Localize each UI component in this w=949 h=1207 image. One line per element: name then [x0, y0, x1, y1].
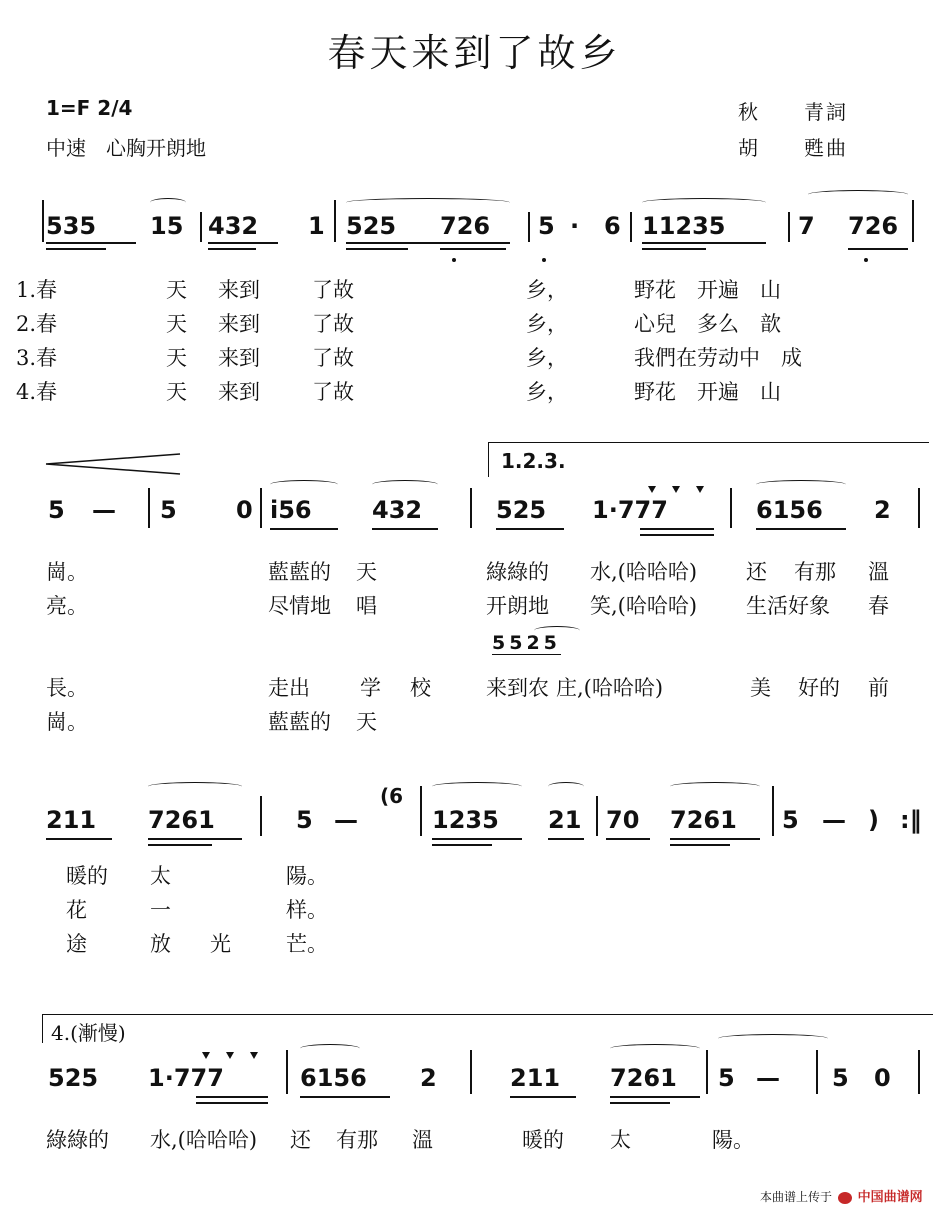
slur — [610, 1044, 700, 1053]
grace-note: (6 — [380, 784, 404, 808]
accent-mark — [250, 1052, 258, 1059]
slur — [718, 1034, 828, 1043]
underline — [756, 528, 846, 530]
note-group: 432 — [372, 496, 423, 524]
note-group: 5 — [782, 806, 799, 834]
alternate-notes: 5525 — [492, 632, 561, 654]
underline — [432, 844, 492, 846]
volta-label: 4.(漸慢) — [51, 1021, 126, 1045]
lyrics-block: 暖的 太 陽。 花 一 样。 途 放 光 芒。 — [66, 864, 328, 956]
underline — [642, 242, 766, 244]
barline — [260, 796, 262, 836]
note-group: 211 — [46, 806, 97, 834]
slur — [270, 480, 338, 489]
note-group: 6 — [604, 212, 621, 240]
underline — [46, 838, 112, 840]
note-group: 6156 — [756, 496, 823, 524]
note-group: — — [756, 1064, 780, 1092]
underline — [300, 1096, 390, 1098]
note-group: 525 — [496, 496, 547, 524]
underline — [640, 528, 714, 530]
lyrics-block: 1.春 天 来到 了故 乡， 野花 开遍 山 2.春 天 来到 了故 乡， 心兒 多么 歆 3.春 天 来到 了故 乡， 我們在劳动中 成 4.春 天 来到 了故 乡， 野花 开遍 山 — [16, 278, 802, 404]
underline — [148, 844, 212, 846]
slur — [346, 198, 510, 207]
footer-watermark — [760, 1186, 923, 1205]
note-group: 1 — [308, 212, 325, 240]
barline — [470, 488, 472, 528]
underline — [642, 248, 706, 250]
barline — [528, 212, 530, 242]
underline — [510, 1096, 576, 1098]
note-group: 1·777 — [592, 496, 668, 524]
note-group: 5 — [48, 496, 65, 524]
note-group: 5 — [296, 806, 313, 834]
accent-mark — [202, 1052, 210, 1059]
underline — [670, 844, 730, 846]
barline — [260, 488, 262, 528]
barline — [630, 212, 632, 242]
note-group: 5 — [538, 212, 555, 240]
page-title: 春天来到了故乡 — [327, 31, 622, 75]
volta-bracket — [488, 442, 929, 477]
slur — [432, 782, 522, 791]
note-group: · — [570, 212, 580, 240]
underline — [610, 1102, 670, 1104]
underline — [196, 1096, 268, 1098]
note-group: 2 — [420, 1064, 437, 1092]
note-group: 5 — [160, 496, 177, 524]
key-signature: 1=F 2/4 — [46, 96, 133, 120]
note-group: 5 — [718, 1064, 735, 1092]
note-group: 726 — [848, 212, 899, 240]
note-group: 1235 — [432, 806, 499, 834]
accent-mark — [226, 1052, 234, 1059]
underline — [440, 248, 506, 250]
barline — [730, 488, 732, 528]
underline — [270, 528, 338, 530]
note-group: 70 — [606, 806, 640, 834]
barline — [788, 212, 790, 242]
underline — [196, 1102, 268, 1104]
repeat-sign: :‖ — [900, 806, 922, 834]
accent-mark — [648, 486, 656, 493]
underline — [46, 242, 136, 244]
note-group: 0 — [874, 1064, 891, 1092]
underline — [496, 528, 564, 530]
underline — [46, 248, 106, 250]
barline — [772, 786, 774, 836]
note-group: ) — [868, 806, 879, 834]
slur — [670, 782, 760, 791]
barline — [912, 200, 914, 242]
slur — [642, 198, 766, 207]
site-name: 中国曲谱网 — [857, 1190, 923, 1205]
composer-credit: 胡 甦曲 — [738, 136, 848, 160]
note-group: 7 — [798, 212, 815, 240]
accent-mark — [672, 486, 680, 493]
low-octave-dot — [452, 258, 456, 262]
slur — [548, 782, 584, 791]
note-group: 6156 — [300, 1064, 367, 1092]
note-group: 7261 — [610, 1064, 677, 1092]
barline — [200, 212, 202, 242]
barline — [420, 786, 422, 836]
lyrics-block: 綠綠的 水,(哈哈哈) 还 有那 溫 暖的 太 陽。 — [46, 1128, 754, 1152]
note-group: 525 — [48, 1064, 99, 1092]
underline — [610, 1096, 700, 1098]
barline — [706, 1050, 708, 1094]
barline — [918, 488, 920, 528]
barline — [470, 1050, 472, 1094]
note-group: — — [92, 496, 116, 524]
underline — [848, 248, 908, 250]
note-group: 726 — [440, 212, 491, 240]
underline — [148, 838, 242, 840]
note-group: 21 — [548, 806, 582, 834]
note-group: 211 — [510, 1064, 561, 1092]
note-group: i56 — [270, 496, 312, 524]
barline — [334, 200, 336, 242]
note-group: 2 — [874, 496, 891, 524]
note-group: 432 — [208, 212, 259, 240]
note-group: 535 — [46, 212, 97, 240]
slur — [534, 626, 580, 635]
lyrics-block: 崗。 藍藍的 天 綠綠的 水,(哈哈哈) 还 有那 溫 亮。 尽情地 唱 开朗地 笑,(哈哈哈) 生活好象 春 長。 走出 学 校 来到农 庄,(哈哈哈) 美 好的 前 崗。 藍藍的 天 — [46, 560, 889, 734]
low-octave-dot — [864, 258, 868, 262]
underline — [346, 242, 510, 244]
slur — [808, 190, 908, 199]
slur — [372, 480, 438, 489]
barline — [42, 200, 44, 242]
slur — [300, 1044, 360, 1053]
slur — [756, 480, 846, 489]
low-octave-dot — [542, 258, 546, 262]
lyricist-credit: 秋 青詞 — [738, 100, 848, 124]
underline — [208, 248, 256, 250]
note-group: 7261 — [670, 806, 737, 834]
underline — [670, 838, 760, 840]
underline — [606, 838, 650, 840]
barline — [816, 1050, 818, 1094]
footer-text: 本曲谱上传于 — [760, 1190, 833, 1204]
note-group: 15 — [150, 212, 184, 240]
slur — [150, 198, 186, 207]
note-group: — — [334, 806, 358, 834]
accent-mark — [696, 486, 704, 493]
underline — [208, 242, 278, 244]
underline — [432, 838, 522, 840]
crescendo-hairpin — [44, 452, 184, 476]
underline — [548, 838, 584, 840]
barline — [918, 1050, 920, 1094]
site-logo-icon — [838, 1192, 852, 1204]
underline — [346, 248, 408, 250]
barline — [596, 796, 598, 836]
slur — [148, 782, 242, 791]
note-group: — — [822, 806, 846, 834]
note-group: 1·777 — [148, 1064, 224, 1092]
underline — [372, 528, 438, 530]
note-group: 0 — [236, 496, 253, 524]
note-group: 5 — [832, 1064, 849, 1092]
barline — [148, 488, 150, 528]
underline — [640, 534, 714, 536]
volta-label: 1.2.3. — [501, 449, 566, 473]
note-group: 525 — [346, 212, 397, 240]
note-group: 7261 — [148, 806, 215, 834]
tempo-marking: 中速 心胸开朗地 — [46, 136, 206, 160]
barline — [286, 1050, 288, 1094]
note-group: 11235 — [642, 212, 726, 240]
